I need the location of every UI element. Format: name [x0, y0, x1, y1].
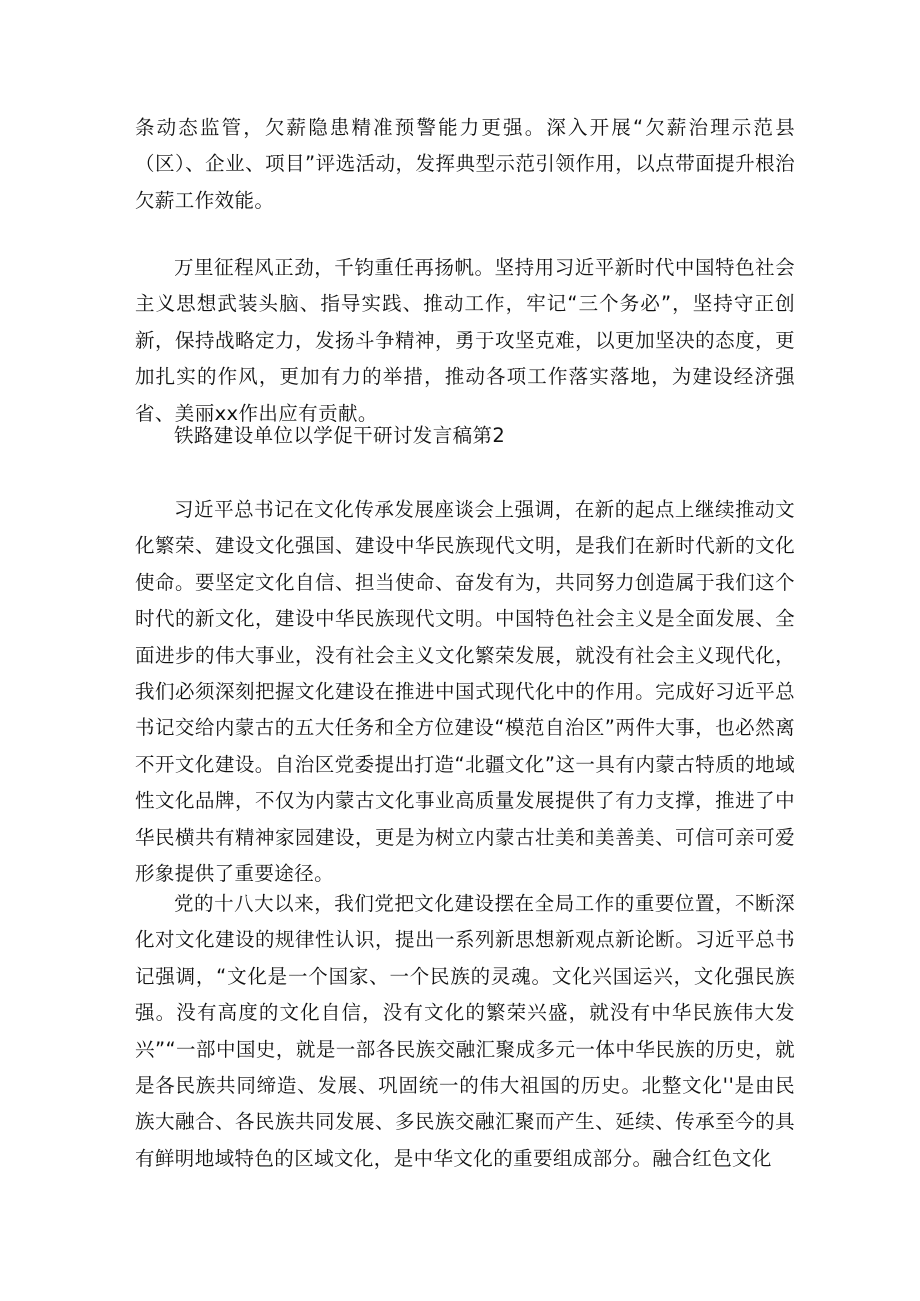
paragraph-1: 条动态监管，欠薪隐患精准预警能力更强。深入开展“欠薪治理示范县（区）、企业、项目”评选活动，发挥典型示范引领作用，以点带面提升根治欠薪工作效能。 — [135, 116, 795, 212]
section-heading: 铁路建设单位以学促干研讨发言稿第2 — [174, 424, 506, 447]
paragraph-4: 党的十八大以来，我们党把文化建设摆在全局工作的重要位置，不断深化对文化建设的规律性认识，提出一系列新思想新观点新论断。习近平总书记强调，“文化是一个国家、一个民族的灵魂。文化兴国运兴，文化强民族强。没有高度的文化自信，没有文化的繁荣兴盛，就没有中华民族伟大发兴”“一部中国史，就是一部各民族交融汇聚成多元一体中华民族的历史，就是各民族共同缔造、发展、巩固统一的伟大祖国的历史。北整文化''是由民族大融合、各民族共同发展、多民族交融汇聚而产生、延续、传承至今的具有鲜明地域特色的区域文化，是中华文化的重要组成部分。融合红色文化 — [135, 892, 795, 1170]
paragraph-2: 万里征程风正劲，千钧重任再扬帆。坚持用习近平新时代中国特色社会主义思想武装头脑、指导实践、推动工作，牢记“三个务必”，坚持守正创新，保持战略定力，发扬斗争精神，勇于攻坚克难，以更加坚决的态度，更加扎实的作风，更加有力的举措，推动各项工作落实落地，为建设经济强省、美丽xx作出应有贡献。 — [135, 256, 795, 425]
paragraph-3: 习近平总书记在文化传承发展座谈会上强调，在新的起点上继续推动文化繁荣、建设文化强国、建设中华民族现代文明，是我们在新时代新的文化使命。要坚定文化自信、担当使命、奋发有为，共同努力创造属于我们这个时代的新文化，建设中华民族现代文明。中国特色社会主义是全面发展、全面进步的伟大事业，没有社会主义文化繁荣发展，就没有社会主义现代化，我们必须深刻把握文化建设在推进中国式现代化中的作用。完成好习近平总书记交给内蒙古的五大任务和全方位建设“模范自治区”两件大事，也必然离不开文化建设。自治区党委提出打造“北疆文化”这一具有内蒙古特质的地域性文化品牌，不仅为内蒙古文化事业高质量发展提供了有力支撑，推进了中华民横共有精神家园建设，更是为树立内蒙古壮美和美善美、可信可亲可爱形象提供了重要途径。 — [135, 498, 795, 886]
